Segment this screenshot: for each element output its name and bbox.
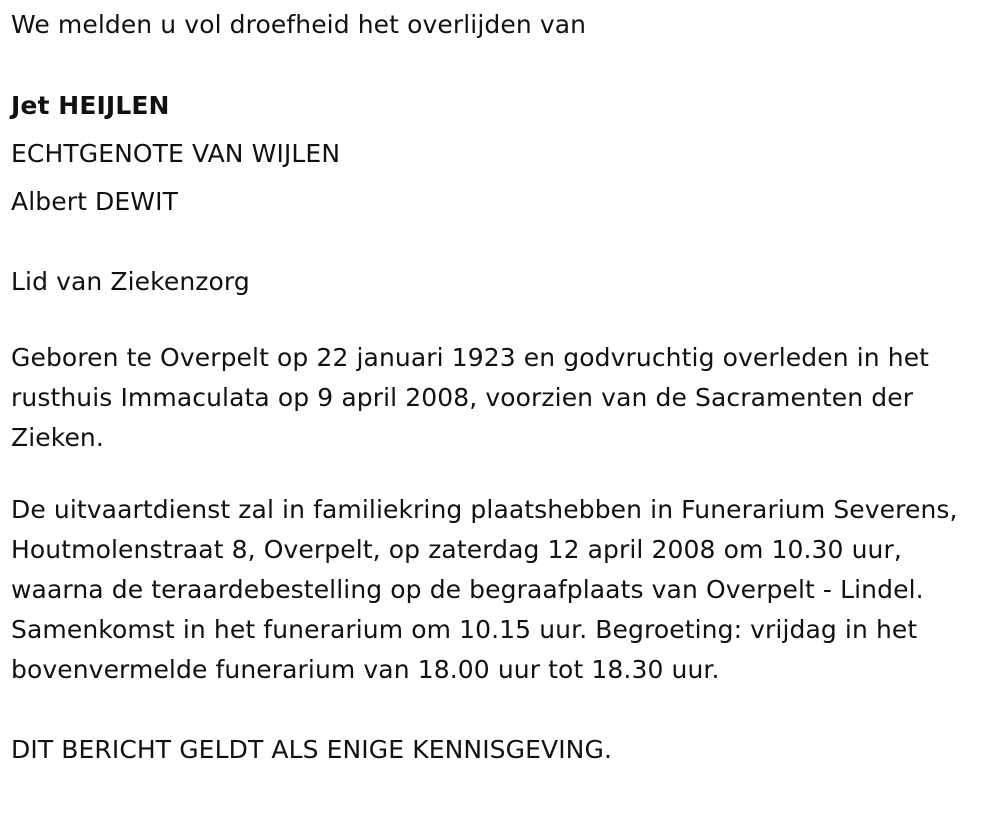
spouse-name: Albert DEWIT	[11, 187, 178, 216]
birth-death-paragraph: Geboren te Overpelt op 22 januari 1923 en godvruchtig overleden in het rusthuis Immaculata op 9 april 2008, voorzien van de Sacramenten der Zieken.	[11, 343, 930, 452]
intro-text: We melden u vol droefheid het overlijden van	[11, 10, 587, 39]
membership-text: Lid van Ziekenzorg	[11, 267, 250, 296]
death-notice	[11, 0, 986, 770]
closing-statement: DIT BERICHT GELDT ALS ENIGE KENNISGEVING.	[11, 735, 612, 764]
funeral-details-paragraph: De uitvaartdienst zal in familiekring plaatshebben in Funerarium Severens, Houtmolenstraat 8, Overpelt, op zaterdag 12 april 2008 om 10.30 uur, waarna de teraardebestelling op de begraafplaats van Overpelt - Lindel. Samenkomst in het funerarium om 10.15 uur. Begroeting: vrijdag in het bovenvermelde funerarium van 18.00 uur tot 18.30 uur.	[11, 495, 958, 684]
deceased-name: Jet HEIJLEN	[11, 91, 170, 120]
relation-text: ECHTGENOTE VAN WIJLEN	[11, 139, 341, 168]
